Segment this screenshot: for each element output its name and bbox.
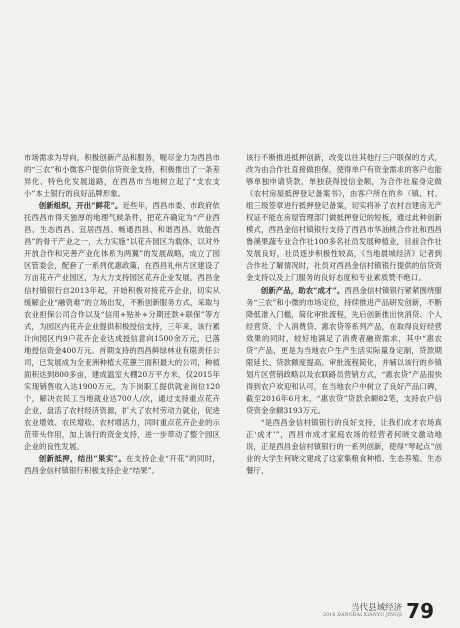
- paragraph: 市场需求为导向，积极创新产品和服务，喔尽金力为西昌市的“三农”和小微客户提供信贷资金支持，积极推出了一条差异化、特色化发展道路，在西昌市当地树立起了“支农支小”本土银行的良好品牌形象。: [24, 153, 220, 199]
- paragraph: [24, 453, 220, 477]
- page-number: 79: [406, 599, 434, 623]
- paragraph-lead: 创新组织，开出“鲜花”。: [38, 201, 123, 211]
- paragraph: “是西昌金信村镇银行的良好支持，让我们成才农场真正‘成才’”，西昌市成才家庭农场的经营者何晓文激动地说，正是西昌金信村镇银行的一系列创新，使得“琴起点”创业的大学生何晓文建成了这家集粮食种植、生态养殖、生态餐厅、: [246, 418, 442, 476]
- page-footer: [323, 594, 434, 624]
- magazine-title: 当代县域经济: [351, 603, 403, 613]
- paragraph: [24, 200, 220, 453]
- right-column: [246, 152, 442, 477]
- paragraph-lead: 创新产品，助农“成才”。: [260, 285, 345, 295]
- paragraph: 该行不断推进抵押创新，改变以往其他行三户联保的方式，改为由合作社直接做担保，使得单户有资金需求的客户也能够单独申请贷款，单独获得授信金额，为合作社雇身定做《农村房屋抵押登记备案书》，由客户所在的乡（镇、村、组三级签章进行抵押登记备案，切实将补了农村自建房无产权证不能在房屋管理部门做抵押登记的短板，通过此种创新模式，西昌金信村镇银行支持了西昌市华油桃合作社和西昌鲁溪果蔬专业合作社100多名社员发展种植业，目前合作社发展良好，社员逐步积极性较高，《当地晨城经济》记者到合作社了解情况时，社员对西昌金信村镇银行提供的信贷资金支持以及上门服务的良好态度和专业素质赞不绝口。: [246, 153, 442, 283]
- paragraph-body: 在支持企业“开花”的同时，西昌金信村镇银行积极支持企业“结果”。: [24, 454, 220, 476]
- left-column: [24, 152, 220, 477]
- paragraph: [246, 285, 442, 418]
- paragraph-lead: 创新抵押，结出“果实”。: [38, 454, 127, 464]
- magazine-subtitle: 2016 DANGDAI XIANYU JINGJI: [323, 613, 403, 618]
- paragraph-body: 西昌金信村镇银行紧紧围绕服务“三农”和小微的市场定位，持续推进产品研发创新，不断降低准入门槛，简化审批流程，先后创新推出快消贷、个人经营贷、个人消费贷、惠农贷等系列产品，在取得良好经营效果的同时，较好地满足了消费者融资需求，其中“惠农贷”产品，更是为当地农户生产生活实际量身定制，贷款期限延长、贷款额度提高、审批流程简化，并辅以该行的乡镇划片区营销政略以及农联路员营销方式，“惠农贷”产品很快得到农户欢迎和认可，在当地农户中树立了良好产品口碑，截至2016年6月末，“惠农贷”贷款余额82笔，支持农户信贷资金余额3193万元。: [246, 285, 442, 415]
- paragraph-body: 近些年，西昌市委、市政府依托西昌市得天独厚的地理气候条件，把花卉确定为“产业西昌、生态西昌、宜居西昌、畅通西昌、和谐西昌、效能西昌”的骨干产业之一，大力实施“以花卉园区为载体，以对外开放合作和完善产业化体系为两翼”的发展战略，成立了园区管委会，配套了一系列优惠政策，在西昌礼州片区建设了万亩花卉产业园区，为大力支持园区花卉企业发展，西昌金信村镇银行自2013年起，开始积极对接花卉企业，切实从缓解企业“融资难”的立场出发，不断创新服务方式，采取与农业担保公司合作以及“信用+贴补+分期还款+联保”等方式，为园区内花卉企业提供积极授信支持，三年来，该行累计向园区内9户花卉企业达成授信意向1500余万元，已落地授信资金400万元。首期支持的西昌鲜绿林业有限责任公司，已发展成为全亚洲种植大花蕙兰面积最大的公司，种植面积达到800多亩，建成温室大棚20万平方米，仅2015年实现销售收入达1900万元，为下岗职工提供就业岗位120个，解决农民工当地就业达700人/次，通过支持重点花卉企业，盘活了农村经济资源，扩大了农村劳动力就业，促进农业增效、农民增收、农村增活力，同时重点花卉企业的示范带头作用，加上该行的资金支持，进一步带动了整个园区企业的良性发展。: [24, 201, 220, 452]
- magazine-masthead: [323, 603, 402, 624]
